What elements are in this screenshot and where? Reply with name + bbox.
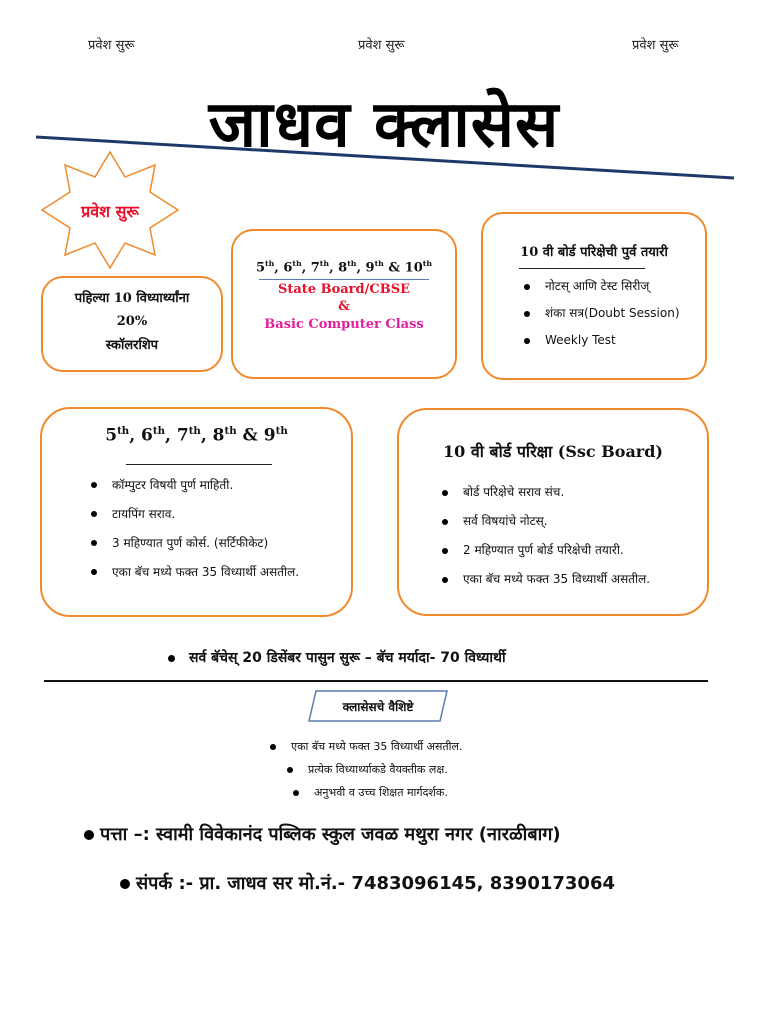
list-item: कॉम्पुटर विषयी पुर्ण माहिती. [88, 471, 351, 500]
bullet-icon [168, 655, 175, 662]
section-divider [44, 680, 708, 682]
bullet-icon [84, 830, 94, 840]
list-item: सर्व विषयांचे नोटस्. [439, 507, 707, 536]
list-item: प्रत्येक विध्यार्थ्याकडे वैयक्तीक लक्ष. [284, 758, 448, 781]
left-underline [126, 464, 272, 465]
scholarship-line3: स्कॉलरशिप [105, 338, 159, 353]
ssc-title: 10 वी बोर्ड परिक्षा (Ssc Board) [442, 442, 663, 461]
batches-text: सर्व बॅचेस् 20 डिसेंबर पासुन सुरू – बॅच मर्यादा- 70 विध्यार्थी [189, 650, 506, 666]
prep-underline [519, 268, 645, 269]
center-computer: Basic Computer Class [264, 317, 424, 333]
ssc-board-box [397, 408, 709, 616]
prep-list [521, 273, 705, 354]
scholarship-line1: पहिल्या 10 विध्यार्थ्यांना [74, 291, 190, 306]
list-item: 3 महिण्यात पुर्ण कोर्स. (सर्टिफीकेट) [88, 529, 351, 558]
list-item: अनुभवी व उच्च शिक्षत मार्गदर्शक. [290, 781, 448, 804]
center-grades: 5th, 6th, 7th, 8th, 9th & 10th [255, 259, 433, 276]
address-text: पत्ता –: स्वामी विवेकानंद पब्लिक स्कुल जवळ मथुरा नगर (नारळीबाग) [100, 824, 561, 845]
list-item: नोटस् आणि टेस्ट सिरीज् [521, 273, 705, 300]
left-list [88, 471, 351, 587]
features-item-2 [284, 758, 448, 781]
features-tag [308, 690, 448, 722]
center-box [231, 229, 457, 379]
bullet-icon [120, 879, 130, 889]
center-amp: & [338, 299, 350, 315]
scholarship-box [41, 276, 223, 372]
features-title: क्लासेसचे वैशिष्टे [342, 700, 414, 714]
badge-text: प्रवेश सुरू [81, 202, 139, 221]
features-item-1 [267, 735, 462, 758]
page-title: जाधव क्लासेस [208, 88, 560, 162]
top-note-center: प्रवेश सुरू [358, 38, 405, 53]
center-board: State Board/CBSE [277, 282, 411, 298]
list-item: एका बॅच मध्ये फक्त 35 विध्यार्थी असतील. [439, 565, 707, 594]
left-grades: 5th, 6th, 7th, 8th & 9th [105, 425, 288, 446]
list-item: बोर्ड परिक्षेचे सराव संच. [439, 478, 707, 507]
prep-box [481, 212, 707, 380]
scholarship-line2: 20% [116, 314, 148, 329]
contact [120, 871, 615, 895]
batches-info [168, 648, 506, 667]
list-item: Weekly Test [521, 327, 705, 354]
list-item: एका बॅच मध्ये फक्त 35 विध्यार्थी असतील. [267, 735, 462, 758]
address [84, 822, 561, 846]
contact-text: संपर्क :- प्रा. जाधव सर मो.नं.- 7483096145, 8390173064 [136, 873, 616, 894]
ssc-list [439, 478, 707, 594]
admission-badge [40, 150, 180, 270]
center-divider [259, 279, 429, 280]
list-item: शंका सत्र(Doubt Session) [521, 300, 705, 327]
list-item: 2 महिण्यात पुर्ण बोर्ड परिक्षेची तयारी. [439, 536, 707, 565]
computer-course-box [40, 407, 353, 617]
features-item-3 [290, 781, 448, 804]
top-note-left: प्रवेश सुरू [88, 38, 135, 53]
list-item: एका बॅच मध्ये फक्त 35 विध्यार्थी असतील. [88, 558, 351, 587]
top-note-right: प्रवेश सुरू [632, 38, 679, 53]
list-item: टायपिंग सराव. [88, 500, 351, 529]
prep-title: 10 वी बोर्ड परिक्षेची पुर्व तयारी [520, 245, 668, 260]
